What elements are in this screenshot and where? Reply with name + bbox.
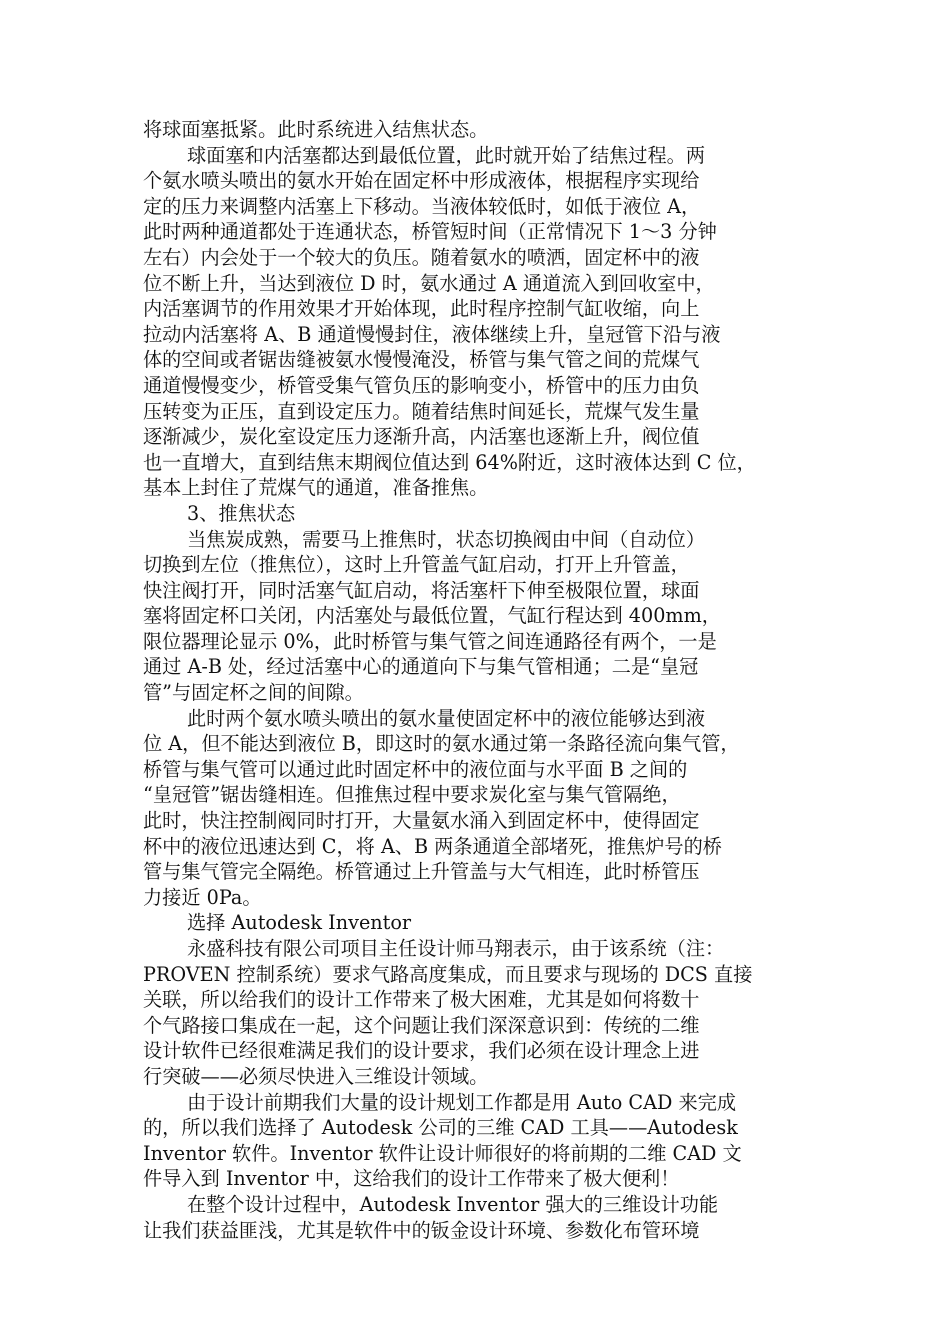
text-line: 由于设计前期我们大量的设计规划工作都是用 Auto CAD 来完成 [187,1090,737,1114]
text-line: 逐渐减少，炭化室设定压力逐渐升高，内活塞也逐渐上升，阀位值 [143,425,700,449]
text-line: 行突破——必须尽快进入三维设计领域。 [143,1064,489,1088]
text-line: 当焦炭成熟，需要马上推焦时，状态切换阀由中间（自动位） [187,527,706,551]
text-line: 位 A，但不能达到液位 B，即这时的氨水通过第一条路径流向集气管， [143,732,740,756]
text-line: 定的压力来调整内活塞上下移动。当液体较低时，如低于液位 A， [143,194,701,218]
text-line: 位不断上升，当达到液位 D 时，氨水通过 A 通道流入到回收室中， [143,271,715,295]
text-line: 快注阀打开，同时活塞气缸启动，将活塞杆下伸至极限位置，球面 [143,578,700,602]
text-line: 杯中的液位迅速达到 C，将 A、B 两条通道全部堵死，推焦炉号的桥 [143,834,722,858]
text-line: 通过 A-B 处，经过活塞中心的通道向下与集气管相通；二是“皇冠 [143,655,699,679]
text-line: 压转变为正压，直到设定压力。随着结焦时间延长，荒煤气发生量 [143,399,700,423]
text-line: 选择 Autodesk Inventor [187,911,412,935]
text-line: 通道慢慢变少，桥管受集气管负压的影响变小，桥管中的压力由负 [143,373,700,397]
text-line: “皇冠管”锯齿缝相连。但推焦过程中要求炭化室与集气管隔绝， [143,783,681,807]
text-line: Inventor 软件。Inventor 软件让设计师很好的将前期的二维 CAD 文 [143,1141,742,1165]
text-line: 此时，快注控制阀同时打开，大量氨水涌入到固定杯中，使得固定 [143,809,700,833]
text-line: 关联，所以给我们的设计工作带来了极大困难，尤其是如何将数十 [143,988,700,1012]
text-line: 管与集气管完全隔绝。桥管通过上升管盖与大气相连，此时桥管压 [143,860,700,884]
text-line: 桥管与集气管可以通过此时固定杯中的液位面与水平面 B 之间的 [143,757,688,781]
text-line: 将球面塞抵紧。此时系统进入结焦状态。 [143,118,489,141]
text-line: 件导入到 Inventor 中，这给我们的设计工作带来了极大便利！ [143,1167,680,1191]
document-page [143,117,823,1243]
text-line: 内活塞调节的作用效果才开始体现，此时程序控制气缸收缩，向上 [143,297,700,321]
text-line: 在整个设计过程中，Autodesk Inventor 强大的三维设计功能 [187,1192,719,1216]
text-line: 体的空间或者锯齿缝被氨水慢慢淹没，桥管与集气管之间的荒煤气 [143,348,700,372]
text-line: PROVEN 控制系统）要求气路高度集成，而且要求与现场的 DCS 直接 [143,962,753,986]
text-line: 永盛科技有限公司项目主任设计师马翔表示，由于该系统（注： [187,937,725,960]
text-line: 塞将固定杯口关闭，内活塞处与最低位置，气缸行程达到 400mm， [143,604,721,628]
text-line: 也一直增大，直到结焦末期阀位值达到 64%附近，这时液体达到 C 位， [143,450,756,474]
text-line: 设计软件已经很难满足我们的设计要求，我们必须在设计理念上进 [143,1039,700,1063]
text-line: 基本上封住了荒煤气的通道，准备推焦。 [143,476,489,500]
text-line: 拉动内活塞将 A、B 通道慢慢封住，液体继续上升，皇冠管下沿与液 [143,322,721,346]
text-line: 切换到左位（推焦位），这时上升管盖气缸启动，打开上升管盖， [143,553,690,577]
text-line: 让我们获益匪浅，尤其是软件中的钣金设计环境、参数化布管环境 [143,1218,700,1242]
text-line: 管”与固定杯之间的间隙。 [143,681,364,705]
text-line: 个氨水喷头喷出的氨水开始在固定杯中形成液体，根据程序实现给 [143,169,700,193]
text-line: 左右）内会处于一个较大的负压。随着氨水的喷洒，固定杯中的液 [143,245,700,269]
text-line: 个气路接口集成在一起，这个问题让我们深深意识到：传统的二维 [143,1013,700,1037]
text-line: 球面塞和内活塞都达到最低位置，此时就开始了结焦过程。两 [187,143,706,167]
text-line: 3、推焦状态 [187,501,296,525]
text-line: 的，所以我们选择了 Autodesk 公司的三维 CAD 工具——Autodesk [143,1116,738,1140]
text-line: 此时两个氨水喷头喷出的氨水量使固定杯中的液位能够达到液 [187,706,706,730]
text-line: 限位器理论显示 0%，此时桥管与集气管之间连通路径有两个，一是 [143,629,717,653]
text-line: 力接近 0Pa。 [143,885,262,909]
text-line: 此时两种通道都处于连通状态，桥管短时间（正常情况下 1～3 分钟 [143,220,717,244]
